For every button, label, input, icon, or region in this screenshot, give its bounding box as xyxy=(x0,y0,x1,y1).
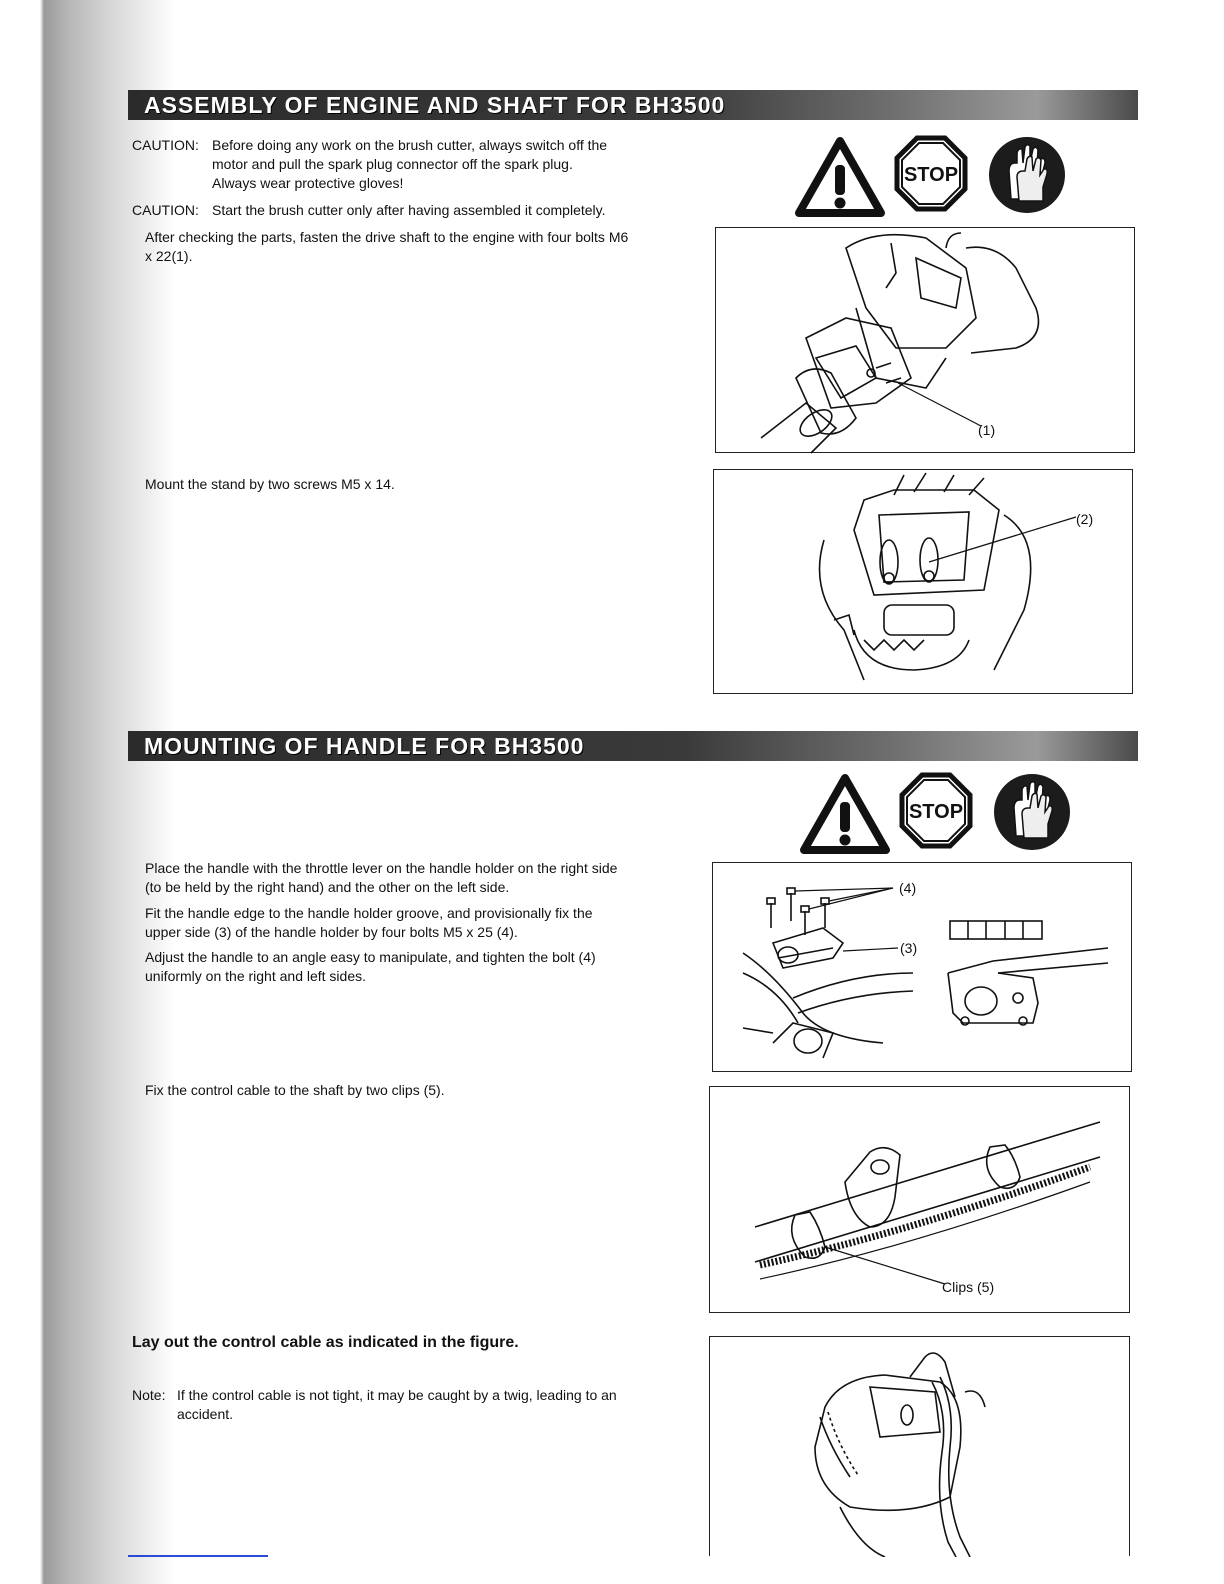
engine-step-2: Mount the stand by two screws M5 x 14. xyxy=(145,476,395,492)
caution-2 xyxy=(132,201,606,220)
gloves-icon xyxy=(989,137,1065,213)
stop-sign-icon xyxy=(897,138,965,209)
engine-cable-drawing xyxy=(815,1353,985,1557)
note-line-2: accident. xyxy=(177,1406,234,1422)
note-line-1: If the control cable is not tight, it may be caught by a twig, leading to an xyxy=(177,1387,617,1403)
handle-step-2-line-1: Fit the handle edge to the handle holder groove, and provisionally fix the xyxy=(145,905,593,921)
engine-drawing xyxy=(761,233,1039,453)
caution-1-line-1: Before doing any work on the brush cutter, always switch off the xyxy=(212,137,608,153)
caution-1 xyxy=(132,136,607,193)
handle-step-3-line-2: uniformly on the right and left sides. xyxy=(145,968,367,984)
handle-step-1-line-1: Place the handle with the throttle lever on the handle holder on the right side xyxy=(145,860,618,876)
note xyxy=(132,1386,617,1424)
safety-icons-1 xyxy=(795,133,1085,223)
engine-step-1 xyxy=(145,228,628,266)
handle-step-2-line-2: upper side (3) of the handle holder by four bolts M5 x 25 (4). xyxy=(145,924,518,940)
handle-step-4: Fix the control cable to the shaft by two clips (5). xyxy=(145,1082,445,1098)
section-title-handle: MOUNTING OF HANDLE FOR BH3500 xyxy=(128,731,1138,761)
callout-4: (4) xyxy=(899,880,917,896)
caution-1-line-3: Always wear protective gloves! xyxy=(212,175,404,191)
handle-step-3 xyxy=(145,948,596,986)
figure-stand-mount xyxy=(713,469,1133,694)
figure-cable-layout xyxy=(709,1336,1130,1556)
figure-control-cable-clips xyxy=(709,1086,1130,1313)
handle-step-1 xyxy=(145,859,617,897)
note-label: Note: xyxy=(132,1387,166,1403)
stop-label: STOP xyxy=(903,164,959,186)
caution-1-line-2: motor and pull the spark plug connector off the spark plug. xyxy=(212,156,573,172)
handle-step-2 xyxy=(145,904,593,942)
figure-handle-holder xyxy=(712,862,1132,1072)
handle-step-3-line-1: Adjust the handle to an angle easy to manipulate, and tighten the bolt (4) xyxy=(145,949,596,965)
stop-label: STOP xyxy=(908,801,964,823)
section-title-engine-shaft: ASSEMBLY OF ENGINE AND SHAFT FOR BH3500 xyxy=(128,90,1138,120)
warning-triangle-icon xyxy=(804,778,886,850)
caution-label: CAUTION: xyxy=(132,202,199,218)
engine-step-1-line-2: x 22(1). xyxy=(145,248,193,264)
stop-sign-icon xyxy=(902,775,970,846)
handle-holder-drawing xyxy=(743,888,1108,1058)
clips-drawing xyxy=(755,1122,1100,1284)
caution-2-text: Start the brush cutter only after having assembled it completely. xyxy=(212,202,606,218)
callout-1: (1) xyxy=(978,422,996,438)
engine-step-1-line-1: After checking the parts, fasten the drive shaft to the engine with four bolts M6 xyxy=(145,229,629,245)
figure-drive-shaft-engine xyxy=(715,227,1135,453)
handle-step-5: Lay out the control cable as indicated in the figure. xyxy=(132,1334,519,1351)
callout-clips: Clips (5) xyxy=(942,1279,995,1295)
stand-drawing xyxy=(820,473,1077,680)
scan-artifact-line xyxy=(128,1555,268,1557)
safety-icons-2 xyxy=(800,770,1090,860)
handle-step-1-line-2: (to be held by the right hand) and the other on the left side. xyxy=(145,879,510,895)
warning-triangle-icon xyxy=(799,141,881,213)
callout-2: (2) xyxy=(1076,511,1094,527)
caution-label: CAUTION: xyxy=(132,137,199,153)
callout-3: (3) xyxy=(900,940,918,956)
gloves-icon xyxy=(994,774,1070,850)
